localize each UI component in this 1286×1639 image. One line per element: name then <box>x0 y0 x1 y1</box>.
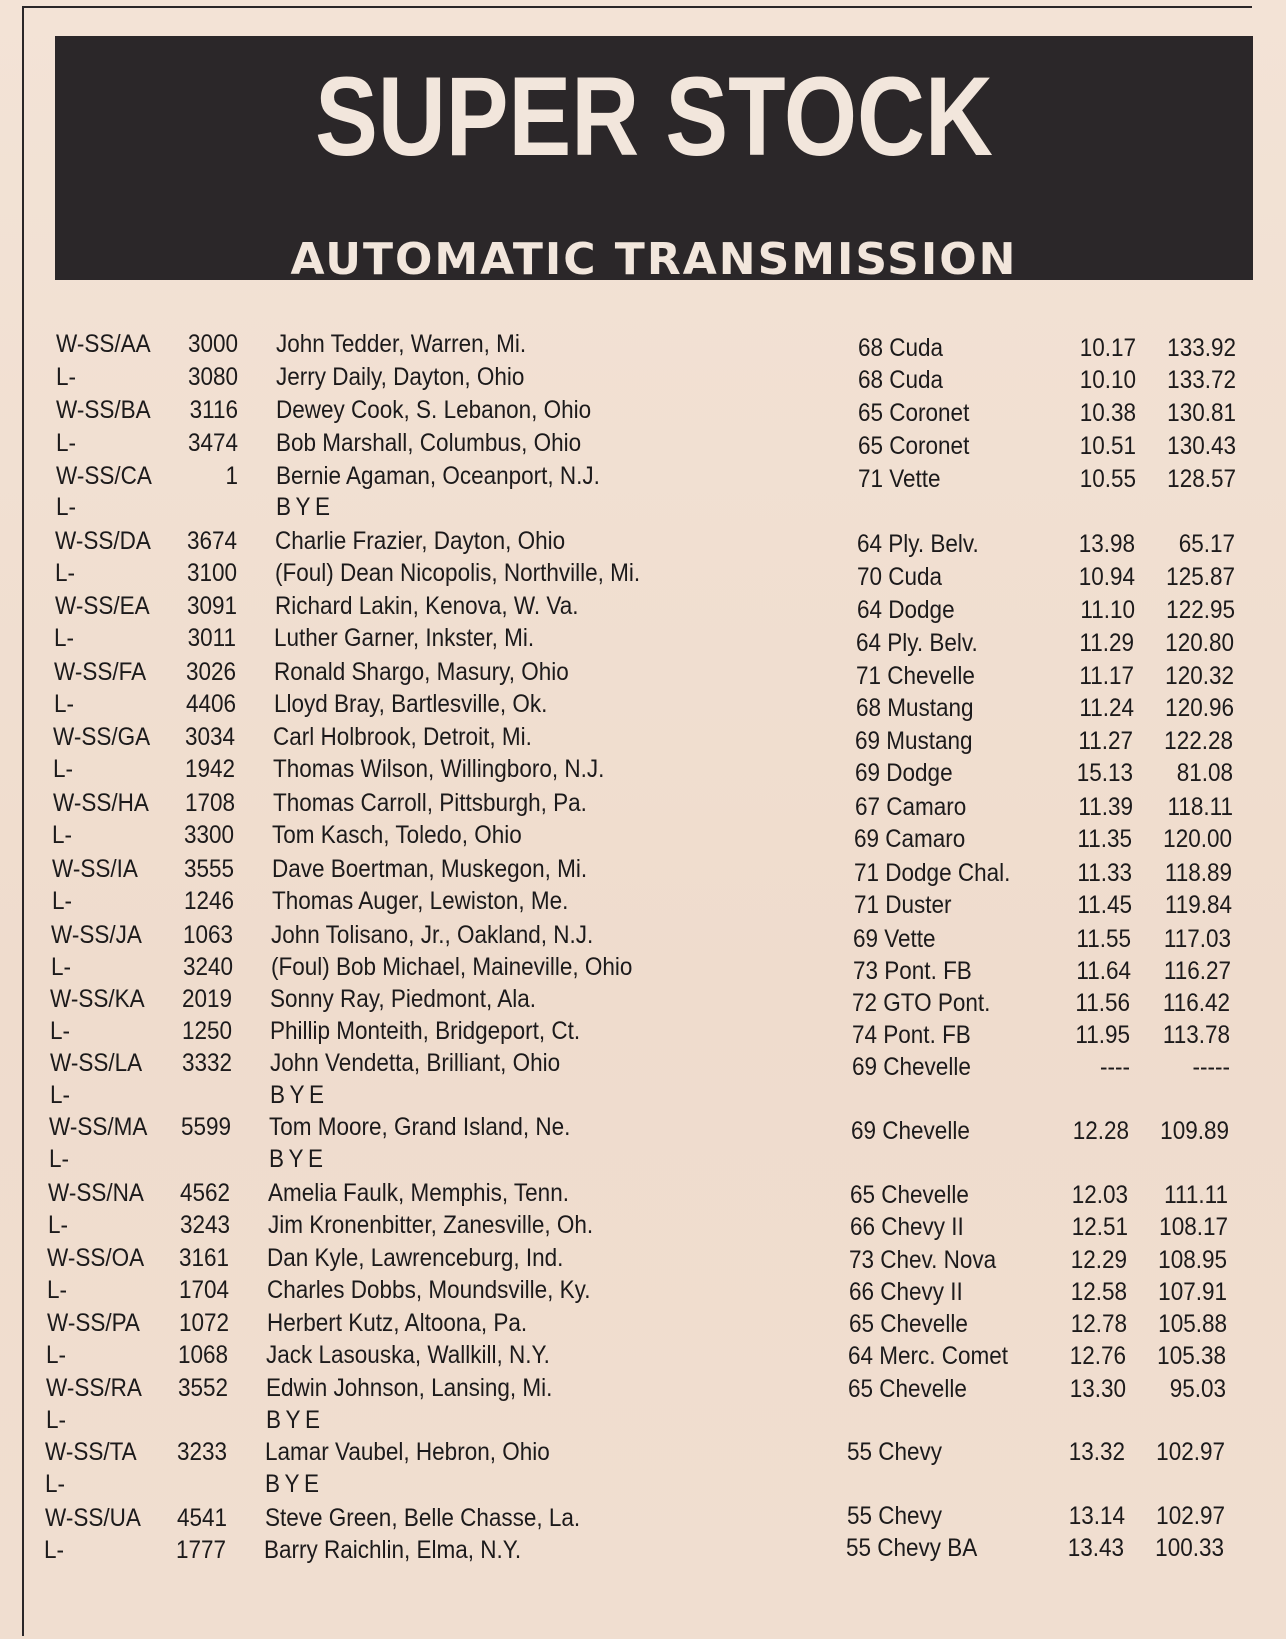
driver-name: Charlie Frazier, Dayton, Ohio <box>275 527 566 555</box>
table-row <box>0 1404 1276 1436</box>
table-row <box>0 688 1284 720</box>
class-code: L- <box>46 1341 67 1369</box>
driver-name: BYE <box>266 1406 325 1434</box>
driver-name: Charles Dobbs, Moundsville, Ky. <box>267 1276 591 1304</box>
class-code: W-SS/NA <box>48 1179 144 1207</box>
driver-name: John Vendetta, Brilliant, Ohio <box>270 1049 561 1077</box>
car-model: 65 Coronet <box>858 432 970 460</box>
driver-name: Lamar Vaubel, Hebron, Ohio <box>265 1438 550 1466</box>
driver-name: Thomas Auger, Lewiston, Me. <box>272 887 569 915</box>
speed-mph: 120.96 <box>1165 694 1234 722</box>
class-code: L- <box>56 363 77 391</box>
car-number: 5599 <box>180 1113 231 1141</box>
table-row <box>0 427 1286 459</box>
car-model: 67 Camaro <box>855 793 967 821</box>
car-model: 68 Mustang <box>856 694 974 722</box>
elapsed-time: 10.55 <box>1079 465 1136 493</box>
driver-name: BYE <box>270 1081 329 1109</box>
elapsed-time: 11.64 <box>1076 957 1131 985</box>
driver-name: Luther Garner, Inkster, Mi. <box>274 624 535 652</box>
car-number: 3552 <box>177 1374 228 1402</box>
car-number: 3555 <box>183 855 234 883</box>
car-model: 65 Chevelle <box>848 1375 967 1403</box>
table-row <box>0 853 1282 885</box>
speed-mph: 95.03 <box>1169 1375 1226 1403</box>
class-code: W-SS/CA <box>56 462 152 490</box>
driver-name: Jim Kronenbitter, Zanesville, Oh. <box>268 1211 594 1239</box>
elapsed-time: 11.55 <box>1076 925 1131 953</box>
car-number: 3000 <box>187 330 238 358</box>
car-number: 3332 <box>181 1049 232 1077</box>
driver-name: Jack Lasouska, Wallkill, N.Y. <box>266 1341 550 1369</box>
table-row <box>0 1307 1277 1339</box>
car-model: 69 Chevelle <box>851 1117 970 1145</box>
car-number: 3091 <box>186 592 237 620</box>
driver-name: Edwin Johnson, Lansing, Mi. <box>266 1374 553 1402</box>
speed-mph: 116.42 <box>1162 989 1230 1017</box>
driver-name: Bernie Agaman, Oceanport, N.J. <box>276 462 600 490</box>
driver-name: Thomas Wilson, Willingboro, N.J. <box>273 755 605 783</box>
driver-name: John Tolisano, Jr., Oakland, N.J. <box>271 921 594 949</box>
driver-name: Carl Holbrook, Detroit, Mi. <box>273 723 532 751</box>
car-model: 74 Pont. FB <box>852 1021 971 1049</box>
car-number: 3116 <box>189 396 238 424</box>
car-model: 65 Coronet <box>858 399 970 427</box>
speed-mph: 119.84 <box>1164 891 1232 919</box>
car-model: 66 Chevy II <box>850 1213 964 1241</box>
driver-name: Jerry Daily, Dayton, Ohio <box>276 363 525 391</box>
speed-mph: 120.32 <box>1165 662 1234 690</box>
class-code: W-SS/DA <box>55 527 151 555</box>
table-row <box>0 885 1282 917</box>
car-number: 3100 <box>186 559 237 587</box>
elapsed-time: 11.39 <box>1078 793 1133 821</box>
car-model: 69 Vette <box>853 925 936 953</box>
speed-mph: 130.43 <box>1167 432 1236 460</box>
driver-name: BYE <box>276 493 335 521</box>
table-row <box>0 951 1281 983</box>
car-model: 71 Dodge Chal. <box>854 859 1011 887</box>
table-row <box>0 1468 1275 1500</box>
table-row <box>0 1436 1275 1468</box>
class-code: L- <box>49 1145 70 1173</box>
table-row <box>0 1372 1276 1404</box>
class-code: W-SS/KA <box>50 985 145 1013</box>
car-model: 71 Duster <box>854 891 952 919</box>
class-code: L- <box>44 1536 65 1564</box>
table-row <box>0 1177 1278 1209</box>
table-row <box>0 394 1286 426</box>
car-model: 68 Cuda <box>858 334 944 362</box>
elapsed-time: 12.28 <box>1072 1117 1129 1145</box>
table-row <box>0 1111 1279 1143</box>
class-code: W-SS/UA <box>45 1504 141 1532</box>
car-model: 71 Vette <box>858 465 941 493</box>
elapsed-time: 13.14 <box>1068 1502 1125 1530</box>
class-code: L- <box>47 1276 68 1304</box>
car-number: 4562 <box>179 1179 230 1207</box>
car-model: 64 Ply. Belv. <box>857 530 979 558</box>
class-code: W-SS/PA <box>47 1309 140 1337</box>
speed-mph: 120.80 <box>1165 629 1234 657</box>
speed-mph: 118.11 <box>1167 793 1233 821</box>
class-code: W-SS/MA <box>49 1113 148 1141</box>
elapsed-time: 12.78 <box>1070 1310 1127 1338</box>
table-row <box>0 491 1286 523</box>
car-number: 1777 <box>175 1536 226 1564</box>
driver-name: BYE <box>269 1145 328 1173</box>
class-code: L- <box>46 1406 67 1434</box>
class-code: L- <box>56 493 77 521</box>
car-number: 1068 <box>177 1341 228 1369</box>
car-model: 55 Chevy BA <box>846 1534 978 1562</box>
driver-name: (Foul) Bob Michael, Maineville, Ohio <box>271 953 633 981</box>
driver-name: Thomas Carroll, Pittsburgh, Pa. <box>273 789 587 817</box>
car-number: 1250 <box>181 1017 232 1045</box>
table-row <box>0 721 1283 753</box>
driver-name: Bob Marshall, Columbus, Ohio <box>276 429 582 457</box>
speed-mph: 109.89 <box>1160 1117 1229 1145</box>
speed-mph: 105.88 <box>1158 1310 1227 1338</box>
elapsed-time: 11.45 <box>1077 891 1132 919</box>
car-number: 1942 <box>184 755 235 783</box>
elapsed-time: 13.43 <box>1067 1534 1124 1562</box>
table-row <box>0 525 1285 557</box>
speed-mph: 105.38 <box>1157 1342 1226 1370</box>
driver-name: Ronald Shargo, Masury, Ohio <box>274 658 569 686</box>
driver-name: Richard Lakin, Kenova, W. Va. <box>275 592 579 620</box>
class-code: W-SS/RA <box>46 1374 142 1402</box>
class-code: L- <box>56 429 77 457</box>
class-code: W-SS/FA <box>54 658 147 686</box>
car-number: 3161 <box>178 1244 229 1272</box>
table-row <box>0 590 1285 622</box>
car-number: 3011 <box>187 624 236 652</box>
speed-mph: 116.27 <box>1163 957 1231 985</box>
speed-mph: 102.97 <box>1156 1502 1225 1530</box>
speed-mph: 117.03 <box>1163 925 1231 953</box>
speed-mph: ----- <box>1192 1053 1230 1081</box>
class-code: L- <box>50 1017 71 1045</box>
driver-name: Herbert Kutz, Altoona, Pa. <box>267 1309 528 1337</box>
car-model: 65 Chevelle <box>850 1181 969 1209</box>
class-code: L- <box>53 755 74 783</box>
elapsed-time: 12.03 <box>1071 1181 1128 1209</box>
car-number: 3240 <box>182 953 233 981</box>
elapsed-time: 11.17 <box>1079 662 1134 690</box>
speed-mph: 130.81 <box>1167 399 1236 427</box>
elapsed-time: 13.98 <box>1078 530 1135 558</box>
table-row <box>0 361 1286 393</box>
class-code: L- <box>50 1081 71 1109</box>
speed-mph: 111.11 <box>1164 1181 1228 1209</box>
elapsed-time: 11.29 <box>1079 629 1134 657</box>
car-model: 69 Dodge <box>855 759 953 787</box>
table-row <box>0 1534 1274 1566</box>
table-row <box>0 656 1284 688</box>
table-row <box>0 1079 1280 1111</box>
car-number: 4406 <box>185 690 236 718</box>
driver-name: Steve Green, Belle Chasse, La. <box>265 1504 581 1532</box>
elapsed-time: 12.76 <box>1069 1342 1126 1370</box>
elapsed-time: 13.30 <box>1069 1375 1126 1403</box>
table-row <box>0 1047 1280 1079</box>
speed-mph: 113.78 <box>1162 1021 1230 1049</box>
car-number: 3474 <box>187 429 238 457</box>
class-code: W-SS/GA <box>53 723 151 751</box>
car-number: 3034 <box>184 723 235 751</box>
class-code: L- <box>55 559 76 587</box>
speed-mph: 122.95 <box>1166 596 1235 624</box>
speed-mph: 102.97 <box>1156 1438 1225 1466</box>
driver-name: BYE <box>265 1470 324 1498</box>
elapsed-time: 11.56 <box>1075 989 1130 1017</box>
car-model: 64 Ply. Belv. <box>856 629 978 657</box>
table-row <box>0 1209 1278 1241</box>
elapsed-time: 11.27 <box>1078 727 1133 755</box>
elapsed-time: 11.33 <box>1077 859 1132 887</box>
table-row <box>0 919 1281 951</box>
table-row <box>0 1242 1277 1274</box>
speed-mph: 107.91 <box>1158 1278 1227 1306</box>
car-number: 1063 <box>182 921 233 949</box>
driver-name: Barry Raichlin, Elma, N.Y. <box>264 1536 522 1564</box>
class-code: W-SS/HA <box>53 789 149 817</box>
speed-mph: 128.57 <box>1167 465 1236 493</box>
driver-name: Amelia Faulk, Memphis, Tenn. <box>268 1179 569 1207</box>
speed-mph: 133.92 <box>1167 334 1236 362</box>
driver-name: Dewey Cook, S. Lebanon, Ohio <box>276 396 592 424</box>
speed-mph: 108.95 <box>1158 1246 1227 1274</box>
table-row <box>0 753 1283 785</box>
table-row <box>0 328 1286 360</box>
table-row <box>0 1339 1276 1371</box>
car-model: 71 Chevelle <box>856 662 975 690</box>
car-number: 1072 <box>178 1309 229 1337</box>
table-row <box>0 1143 1279 1175</box>
table-row <box>0 819 1282 851</box>
speed-mph: 108.17 <box>1159 1213 1228 1241</box>
table-row <box>0 983 1280 1015</box>
speed-mph: 125.87 <box>1166 563 1235 591</box>
driver-name: Lloyd Bray, Bartlesville, Ok. <box>274 690 548 718</box>
driver-name: John Tedder, Warren, Mi. <box>276 330 527 358</box>
speed-mph: 133.72 <box>1167 366 1236 394</box>
car-model: 64 Merc. Comet <box>848 1342 1009 1370</box>
class-code: W-SS/OA <box>47 1244 145 1272</box>
table-row <box>0 557 1285 589</box>
elapsed-time: 12.58 <box>1070 1278 1127 1306</box>
elapsed-time: 11.24 <box>1079 694 1134 722</box>
elapsed-time: 11.95 <box>1075 1021 1130 1049</box>
driver-name: Sonny Ray, Piedmont, Ala. <box>270 985 536 1013</box>
driver-name: Dave Boertman, Muskegon, Mi. <box>272 855 588 883</box>
class-code: W-SS/TA <box>45 1438 137 1466</box>
class-code: L- <box>51 953 72 981</box>
table-row <box>0 787 1283 819</box>
elapsed-time: 12.29 <box>1070 1246 1127 1274</box>
car-number: 1704 <box>178 1276 229 1304</box>
car-model: 55 Chevy <box>847 1438 943 1466</box>
class-code: L- <box>48 1211 69 1239</box>
car-number: 2019 <box>181 985 232 1013</box>
car-model: 72 GTO Pont. <box>852 989 991 1017</box>
elapsed-time: 10.17 <box>1079 334 1136 362</box>
speed-mph: 65.17 <box>1178 530 1235 558</box>
car-model: 69 Camaro <box>854 825 966 853</box>
elapsed-time: 10.10 <box>1079 366 1136 394</box>
class-code: W-SS/LA <box>50 1049 143 1077</box>
elapsed-time: 15.13 <box>1076 759 1133 787</box>
elapsed-time: 13.32 <box>1068 1438 1125 1466</box>
car-number: 3674 <box>186 527 237 555</box>
speed-mph: 118.89 <box>1164 859 1232 887</box>
elapsed-time: 12.51 <box>1071 1213 1128 1241</box>
car-model: 64 Dodge <box>857 596 955 624</box>
car-number: 4541 <box>176 1504 227 1532</box>
driver-name: Dan Kyle, Lawrenceburg, Ind. <box>267 1244 564 1272</box>
class-code: L- <box>52 821 73 849</box>
driver-name: Tom Kasch, Toledo, Ohio <box>272 821 522 849</box>
table-row <box>0 1015 1280 1047</box>
elapsed-time: ---- <box>1100 1053 1130 1081</box>
car-model: 68 Cuda <box>858 366 944 394</box>
car-number: 3026 <box>185 658 236 686</box>
elapsed-time: 10.94 <box>1078 563 1135 591</box>
class-code: W-SS/BA <box>56 396 151 424</box>
class-code: W-SS/JA <box>51 921 142 949</box>
speed-mph: 81.08 <box>1176 759 1233 787</box>
car-model: 65 Chevelle <box>849 1310 968 1338</box>
car-model: 70 Cuda <box>857 563 943 591</box>
speed-mph: 120.00 <box>1163 825 1232 853</box>
class-code: W-SS/IA <box>52 855 138 883</box>
elapsed-time: 11.10 <box>1080 596 1135 624</box>
page-title: SUPER STOCK <box>315 54 993 179</box>
car-number: 3300 <box>183 821 234 849</box>
car-number: 3080 <box>187 363 238 391</box>
class-code: L- <box>54 624 75 652</box>
car-number: 3233 <box>176 1438 227 1466</box>
driver-name: Tom Moore, Grand Island, Ne. <box>269 1113 571 1141</box>
speed-mph: 100.33 <box>1155 1534 1224 1562</box>
class-code: W-SS/AA <box>56 330 151 358</box>
class-code: W-SS/EA <box>55 592 150 620</box>
speed-mph: 122.28 <box>1164 727 1233 755</box>
car-model: 69 Mustang <box>855 727 973 755</box>
driver-name: (Foul) Dean Nicopolis, Northville, Mi. <box>275 559 641 587</box>
table-row <box>0 1274 1277 1306</box>
car-number: 3243 <box>179 1211 230 1239</box>
car-number: 1708 <box>184 789 235 817</box>
elapsed-time: 10.51 <box>1079 432 1136 460</box>
car-model: 73 Pont. FB <box>853 957 972 985</box>
elapsed-time: 10.38 <box>1079 399 1136 427</box>
class-code: L- <box>52 887 73 915</box>
car-model: 69 Chevelle <box>852 1053 971 1081</box>
car-model: 55 Chevy <box>847 1502 943 1530</box>
table-row <box>0 622 1284 657</box>
table-row <box>0 1502 1275 1534</box>
car-model: 73 Chev. Nova <box>849 1246 997 1274</box>
page-subtitle: AUTOMATIC TRANSMISSION <box>290 234 1018 285</box>
class-code: L- <box>54 690 75 718</box>
class-code: L- <box>45 1470 66 1498</box>
driver-name: Phillip Monteith, Bridgeport, Ct. <box>270 1017 581 1045</box>
car-number: 1 <box>225 462 238 490</box>
table-row <box>0 460 1286 492</box>
car-model: 66 Chevy II <box>849 1278 963 1306</box>
elapsed-time: 11.35 <box>1077 825 1132 853</box>
car-number: 1246 <box>183 887 234 915</box>
